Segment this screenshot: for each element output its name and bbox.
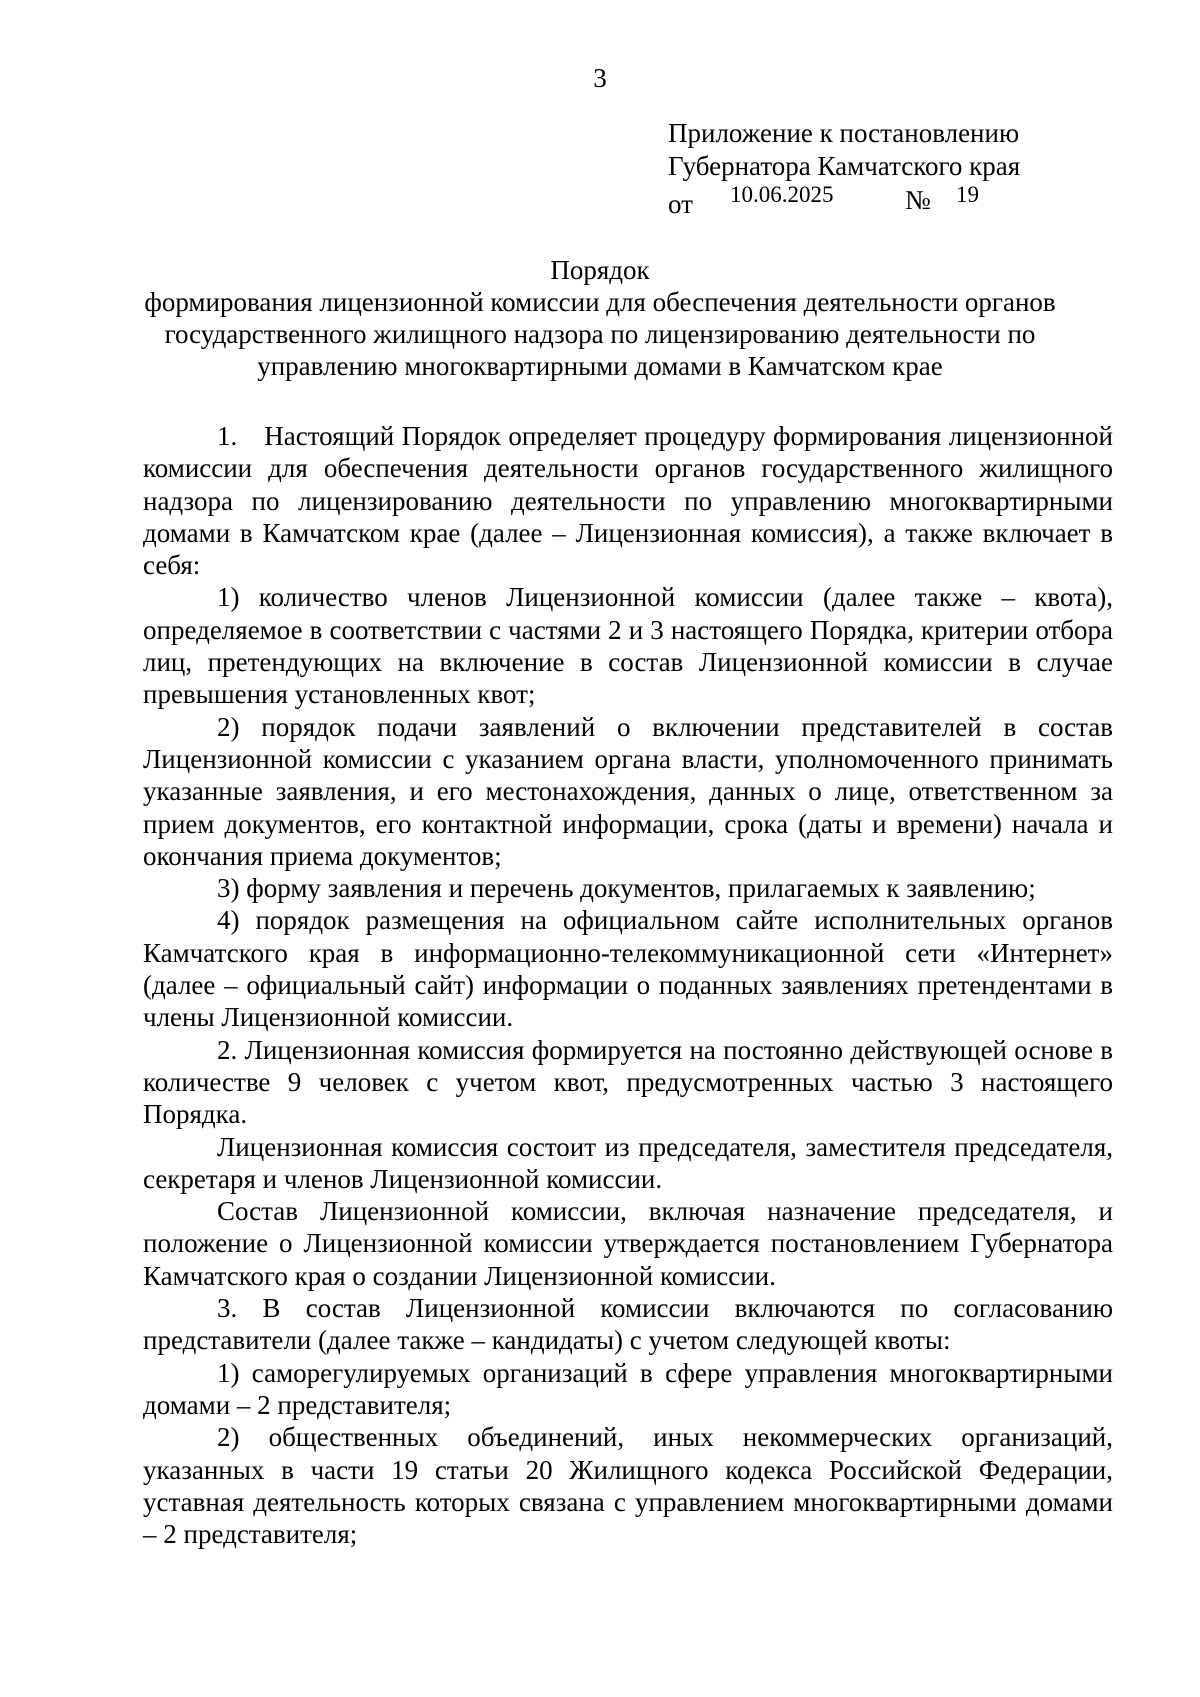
paragraph: Лицензионная комиссия состоит из председателя, заместителя председателя, секретаря и членов Лицензионной комиссии. (143, 1131, 1113, 1194)
title-line-3: управлению многоквартирными домами в Камчатском крае (257, 351, 943, 381)
title-line-2: государственного жилищного надзора по лицензированию деятельности по (164, 319, 1036, 349)
paragraph: 2) общественных объединений, иных некоммерческих организаций, указанных в части 19 статьи 20 Жилищного кодекса Российской Федерации, уставная деятельность которых связана с управлением многоквартирными домами – 2 представителя; (143, 1422, 1113, 1550)
paragraph: 3. В состав Лицензионной комиссии включаются по согласованию представители (далее также – кандидаты) с учетом следующей квоты: (143, 1293, 1113, 1356)
paragraph: Состав Лицензионной комиссии, включая назначение председателя, и положение о Лицензионной комиссии утверждается постановлением Губернатора Камчатского края о создании Лицензионной комиссии. (143, 1196, 1113, 1291)
paragraph: 1) количество членов Лицензионной комиссии (далее также – квота), определяемое в соответствии с частями 2 и 3 настоящего Порядка, критерии отбора лиц, претендующих на включение в состав Лицензионной комиссии в случае превышения установленных квот; (143, 582, 1113, 710)
appendix-line-2: Губернатора Камчатского края (668, 151, 1021, 181)
from-label: от (668, 189, 693, 219)
page-number: 3 (593, 63, 607, 93)
paragraph: 3) форму заявления и перечень документов, прилагаемых к заявлению; (217, 873, 1036, 904)
paragraph: 1. Настоящий Порядок определяет процедуру формирования лицензионной комиссии для обеспечения деятельности органов государственного жилищного надзора по лицензированию деятельности по управлению многоквартирными домами в Камчатском крае (далее – Лицензионная комиссия), а также включает в себя: (143, 421, 1113, 581)
number-label: № (905, 185, 931, 215)
paragraph: 2. Лицензионная комиссия формируется на постоянно действующей основе в количестве 9 человек с учетом квот, предусмотренных частью 3 настоящего Порядка. (143, 1034, 1113, 1130)
appendix-date-row (668, 182, 1020, 219)
appendix-header (668, 117, 1021, 219)
document-body (143, 420, 1113, 1550)
paragraph: 2) порядок подачи заявлений о включении представителей в состав Лицензионной комиссии с указанием органа власти, уполномоченного принимать указанные заявления, и его местонахождения, данных о лице, ответственном за прием документов, его контактной информации, срока (даты и времени) начала и окончания приема документов; (143, 711, 1113, 871)
decree-number: 19 (956, 182, 979, 207)
appendix-line-1: Приложение к постановлению (668, 118, 1020, 148)
document-title (130, 254, 1070, 382)
decree-date: 10.06.2025 (730, 182, 834, 207)
paragraph: 4) порядок размещения на официальном сайте исполнительных органов Камчатского края в информационно-телекоммуникационной сети «Интернет» (далее – официальный сайт) информации о поданных заявлениях претендентами в члены Лицензионной комиссии. (143, 905, 1113, 1033)
title-line-1: формирования лицензионной комиссии для обеспечения деятельности органов (144, 287, 1056, 317)
title-heading: Порядок (550, 255, 650, 285)
paragraph: 1) саморегулируемых организаций в сфере управления многоквартирными домами – 2 представителя; (143, 1357, 1113, 1420)
